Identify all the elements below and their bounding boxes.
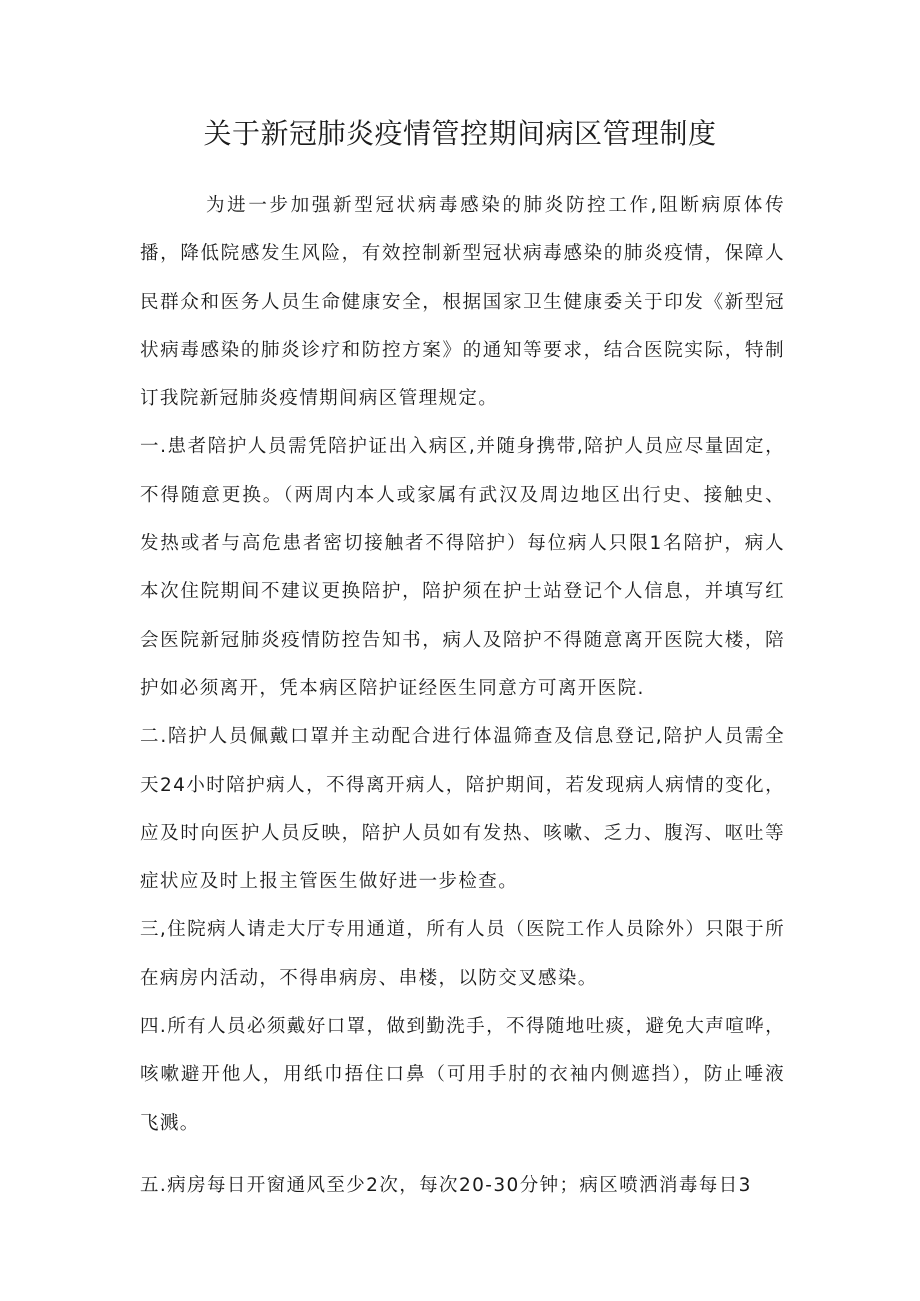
item-paragraph-1: 一.患者陪护人员需凭陪护证出入病区,并随身携带,陪护人员应尽量固定，不得随意更换。（两周内本人或家属有武汉及周边地区出行史、接触史、发热或者与高危患者密切接触者不得陪护）每位病人只限1名陪护，病人本次住院期间不建议更换陪护，陪护须在护士站登记个人信息，并填写红会医院新冠肺炎疫情防控告知书，病人及陪护不得随意离开医院大楼，陪护如必须离开，凭本病区陪护证经医生同意方可离开医院. (140, 436, 785, 699)
document-body (140, 182, 785, 1210)
item-paragraph-5: 五.病房每日开窗通风至少2次，每次20-30分钟；病区喷洒消毒每日3 (140, 1174, 752, 1196)
document-title: 关于新冠肺炎疫情管控期间病区管理制度 (203, 117, 717, 150)
item-paragraph-3: 三,住院病人请走大厅专用通道，所有人员（医院工作人员除外）只限于所在病房内活动，不得串病房、串楼，以防交叉感染。 (140, 919, 785, 989)
intro-paragraph: 为进一步加强新型冠状病毒感染的肺炎防控工作,阻断病原体传播，降低院感发生风险，有效控制新型冠状病毒感染的肺炎疫情，保障人民群众和医务人员生命健康安全，根据国家卫生健康委关于印发《新型冠状病毒感染的肺炎诊疗和防控方案》的通知等要求，结合医院实际，特制订我院新冠肺炎疫情期间病区管理规定。 (140, 195, 785, 410)
item-paragraph-2: 二.陪护人员佩戴口罩并主动配合进行体温筛查及信息登记,陪护人员需全天24小时陪护病人，不得离开病人，陪护期间，若发现病人病情的变化，应及时向医护人员反映，陪护人员如有发热、咳嗽、乏力、腹泻、呕吐等症状应及时上报主管医生做好进一步检查。 (140, 726, 785, 893)
item-paragraph-4: 四.所有人员必须戴好口罩，做到勤洗手，不得随地吐痰，避免大声喧哗，咳嗽避开他人，用纸巾捂住口鼻（可用手肘的衣袖内侧遮挡），防止唾液飞溅。 (140, 1016, 785, 1134)
